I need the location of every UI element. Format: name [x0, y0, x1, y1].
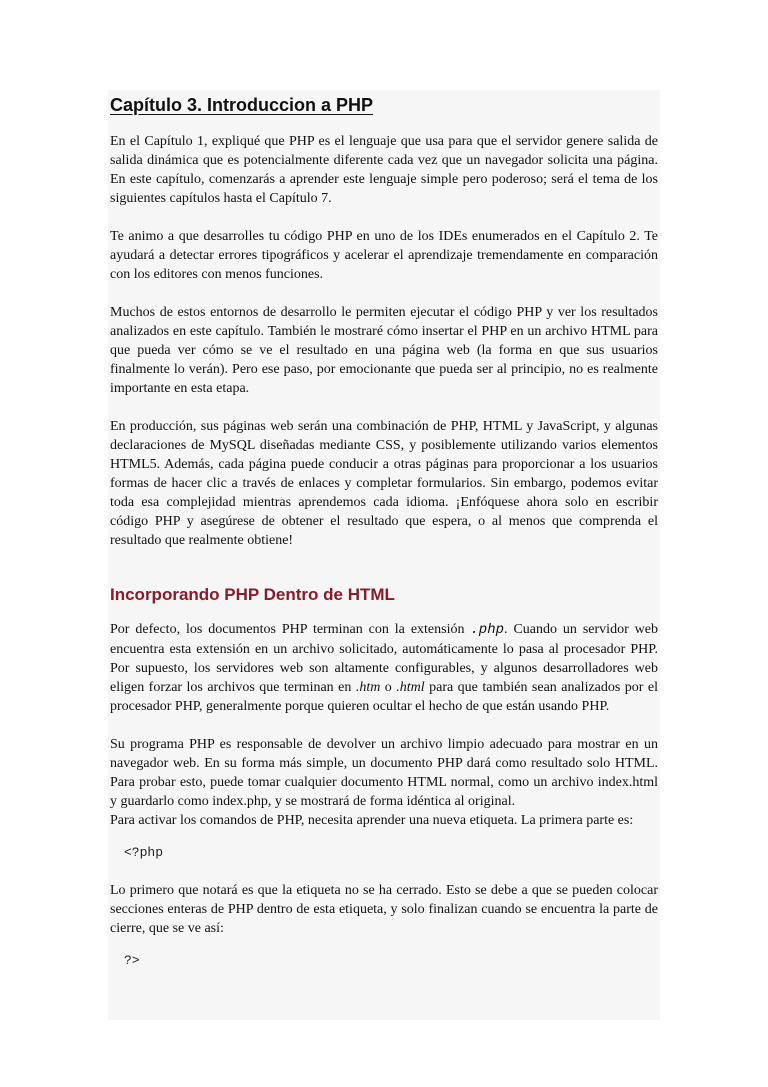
section-paragraph-1-text-c: para que también sean analizados por el procesador PHP, generalmente porque quieren ocultar el hecho de que están usando PHP. [110, 680, 659, 714]
section-title: Incorporando PHP Dentro de HTML [110, 585, 395, 604]
section-paragraph-1-text-b: . Cuando un servidor web encuentra esta extensión en un archivo solicitado, automáticamente lo pasa al procesador PHP. Por supuesto, los servidores web son altamente configurables, y algunos desarrolladores web eligen forzar los archivos que terminan en [110, 622, 658, 695]
intro-paragraph-2: Te animo a que desarrolles tu código PHP en uno de los IDEs enumerados en el Capítulo 2. Te ayudará a detectar errores tipográficos y acelerar el aprendizaje tremendamente en comparación con los editores con menos funciones. [110, 229, 658, 282]
code-open-tag: <?php [124, 845, 164, 860]
section-paragraph-1 [110, 620, 658, 716]
section-paragraph-1-or: o [380, 680, 397, 695]
html-extension: .html [396, 680, 425, 695]
intro-paragraph-3: Muchos de estos entornos de desarrollo le permiten ejecutar el código PHP y ver los resultados analizados en este capítulo. También le mostraré cómo insertar el PHP en un archivo HTML para que pueda ver cómo se ve el resultado en una página web (la forma en que sus usuarios finalmente lo verán). Pero ese paso, por emocionante que pueda ser al principio, no es realmente importante en esta etapa. [110, 305, 658, 396]
intro-paragraph-4: En producción, sus páginas web serán una combinación de PHP, HTML y JavaScript, y algunas declaraciones de MySQL diseñadas mediante CSS, y posiblemente utilizando varios elementos HTML5. Además, cada página puede conducir a otras páginas para proporcionar a los usuarios formas de hacer clic a través de enlaces y completar formularios. Sin embargo, podemos evitar toda esa complejidad mientras aprendemos cada idioma. ¡Enfóquese ahora solo en escribir código PHP y asegúrese de obtener el resultado que espera, o al menos que comprenda el resultado que realmente obtiene! [110, 419, 658, 548]
section-paragraph-4: Lo primero que notará es que la etiqueta no se ha cerrado. Esto se debe a que se pueden colocar secciones enteras de PHP dentro de esta etiqueta, y solo finalizan cuando se encuentra la parte de cierre, que se ve así: [110, 883, 658, 936]
section-paragraph-2: Su programa PHP es responsable de devolver un archivo limpio adecuado para mostrar en un navegador web. En su forma más simple, un documento PHP dará como resultado solo HTML. Para probar esto, puede tomar cualquier documento HTML normal, como un archivo index.html y guardarlo como index.php, y se mostrará de forma idéntica al original. [110, 737, 658, 809]
section-paragraph-1-text-a: Por defecto, los documentos PHP terminan con la extensión [110, 622, 471, 637]
htm-extension: .htm [355, 680, 381, 695]
php-extension-code: .php [470, 622, 505, 638]
intro-paragraph-1: En el Capítulo 1, expliqué que PHP es el lenguaje que usa para que el servidor genere salida de salida dinámica que es potencialmente diferente cada vez que un navegador solicita una página. En este capítulo, comenzarás a aprender este lenguaje simple pero poderoso; será el tema de los siguientes capítulos hasta el Capítulo 7. [110, 134, 658, 206]
code-close-tag: ?> [124, 953, 140, 968]
section-paragraph-3: Para activar los comandos de PHP, necesita aprender una nueva etiqueta. La primera parte es: [110, 813, 634, 828]
chapter-title: Capítulo 3. Introduccion a PHP [110, 95, 374, 115]
document-content [110, 94, 658, 989]
